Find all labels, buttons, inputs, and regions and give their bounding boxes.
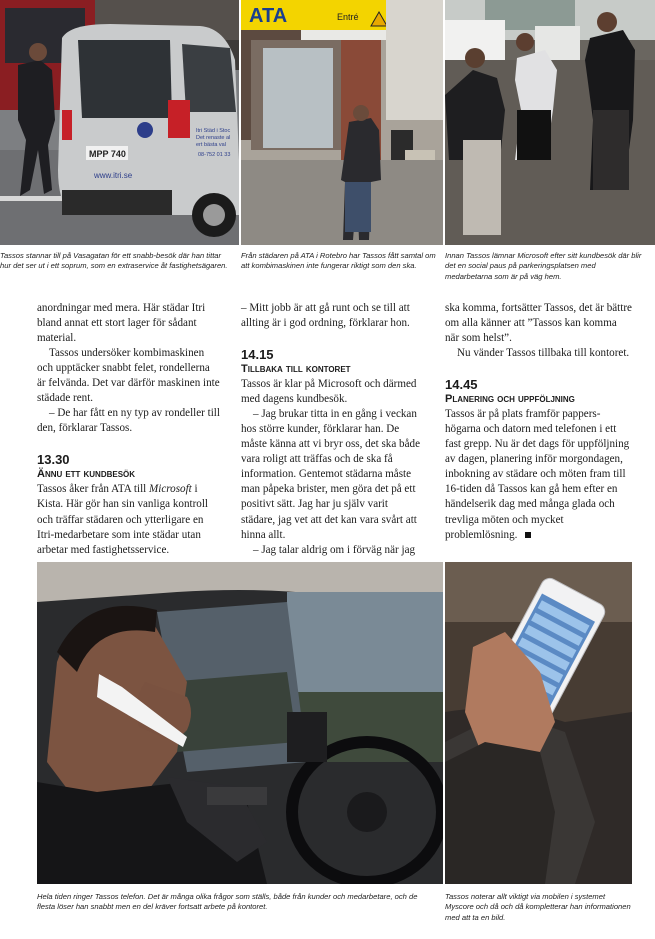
van-side-text-2: Det renaste al [196,135,231,141]
van-phone-text: 08-752 01 33 [198,152,231,158]
van-side-text-3: ert bästa val [196,142,226,148]
section-heading-planering-och-uppfoljning: Planering och uppföljning [445,393,575,406]
section-heading-tillbaka-till-kontoret: Tillbaka till kontoret [241,363,351,376]
caption-parking: Innan Tassos lämnar Microsoft efter sitt kundbesök där blir det en social paus på parkeringsplatsen med medarbetarna som är på väg hem. [445,251,642,281]
van-side-text-1: Itri Städ i Stoc [196,128,231,134]
col3-paragraph-2: Nu vänder Tassos tillbaka till kontoret. [457,347,630,360]
col2-paragraph-3: – Jag brukar titta in en gång i veckan hos större kunder, förklarar han. De måste känna att vi bryr oss, det ska både vara roligt att träffas och de ska få information. Gentemot städarna måste man påpeka brister, men göra det på ett positivt sätt. Jag har ju själv varit städare, jag vet att det kan vara svårt att hinna allt. [241,408,420,541]
van-web-address: www.itri.se [94,171,133,180]
photo-van-vasagatan [0,0,239,245]
col1-p4-text-a: Tassos åker från ATA till [37,483,150,496]
entre-sign-text: Entré [337,12,359,22]
col1-paragraph-2: Tassos undersöker kombimaskinen och upptäcker snabbt felet, rondellerna är felvända. Det var därför maskinen inte städade rent. [37,347,220,405]
end-of-article-mark [525,532,531,538]
photo-ata-entrance [241,0,443,245]
photo-mobile-myscore [445,562,632,884]
section-time-1415: 14.15 [241,347,274,363]
section-heading-annu-ett-kundbesok: Ännu ett kundbesök [37,468,136,481]
caption-mobile: Tassos noterar allt viktigt via mobilen i systemet Myscore och då och då kompletterar han informationen med att ta en bild. [445,892,631,922]
col3-paragraph-3 [445,407,633,542]
caption-car-phone: Hela tiden ringer Tassos telefon. Det är många olika frågor som ställs, både från kunder och medarbetare, och de flesta löser han snabbt men en del kräver fortsatt arbete på kontoret. [37,892,418,912]
col2-paragraph-1: – Mitt jobb är att gå runt och se till att allting är i god ordning, förklarar hon. [241,302,410,330]
col2-paragraph-2: Tassos är klar på Microsoft och därmed med dagens kundbesök. [241,378,417,406]
col3-paragraph-1: ska komma, fortsätter Tassos, det är bättre om alla känner att ”Tassos kan komma när som helst”. [445,302,632,345]
col3-p3-text: Tassos är på plats framför pappers-högarna och datorn med telefonen i ett fast grepp. Nu är det dags för uppföljning av dagen, planering inför morgondagen, inbokning av städare och möten fram till 16-tiden då Tassos kan gå hem efter en händelserik dag med många glada och trevliga möten och mycket problemlösning. [445,408,630,541]
col1-p4-text-b: i Kista. Här gör han sin vanliga kontroll och träffar städaren och ytterligare en Itri-medarbetare som inte städar utan arbetar med fastighetsservice. [37,483,208,556]
photo-microsoft-parking [445,0,655,245]
col1-paragraph-4 [37,482,221,557]
caption-van: Tassos stannar till på Vasagatan för ett snabb-besök där han tittar hur det ser ut i ett soprum, som en extraservice åt fastighetsägaren. [0,251,228,271]
caption-ata: Från städaren på ATA i Rotebro har Tassos fått samtal om att kombimaskinen inte fungerar riktigt som den ska. [241,251,436,271]
article-column-2 [241,301,424,558]
col2-paragraph-4: – Jag talar aldrig om i förväg när jag [253,543,416,556]
photo-phone-in-car [37,562,443,884]
col1-p4-emphasis: Microsoft [149,483,192,496]
section-time-1445: 14.45 [445,377,478,393]
col1-paragraph-1: anordningar med mera. Här städar Itri bland annat ett stort lager för sådant material. [37,302,206,345]
article-column-3 [445,301,633,543]
ata-sign-text: ATA [249,5,288,27]
article-column-1 [37,301,221,558]
section-time-1330: 13.30 [37,452,70,468]
col1-paragraph-3: – De har fått en ny typ av rondeller till den, förklarar Tassos. [37,407,220,435]
van-license-plate: MPP 740 [89,149,126,159]
